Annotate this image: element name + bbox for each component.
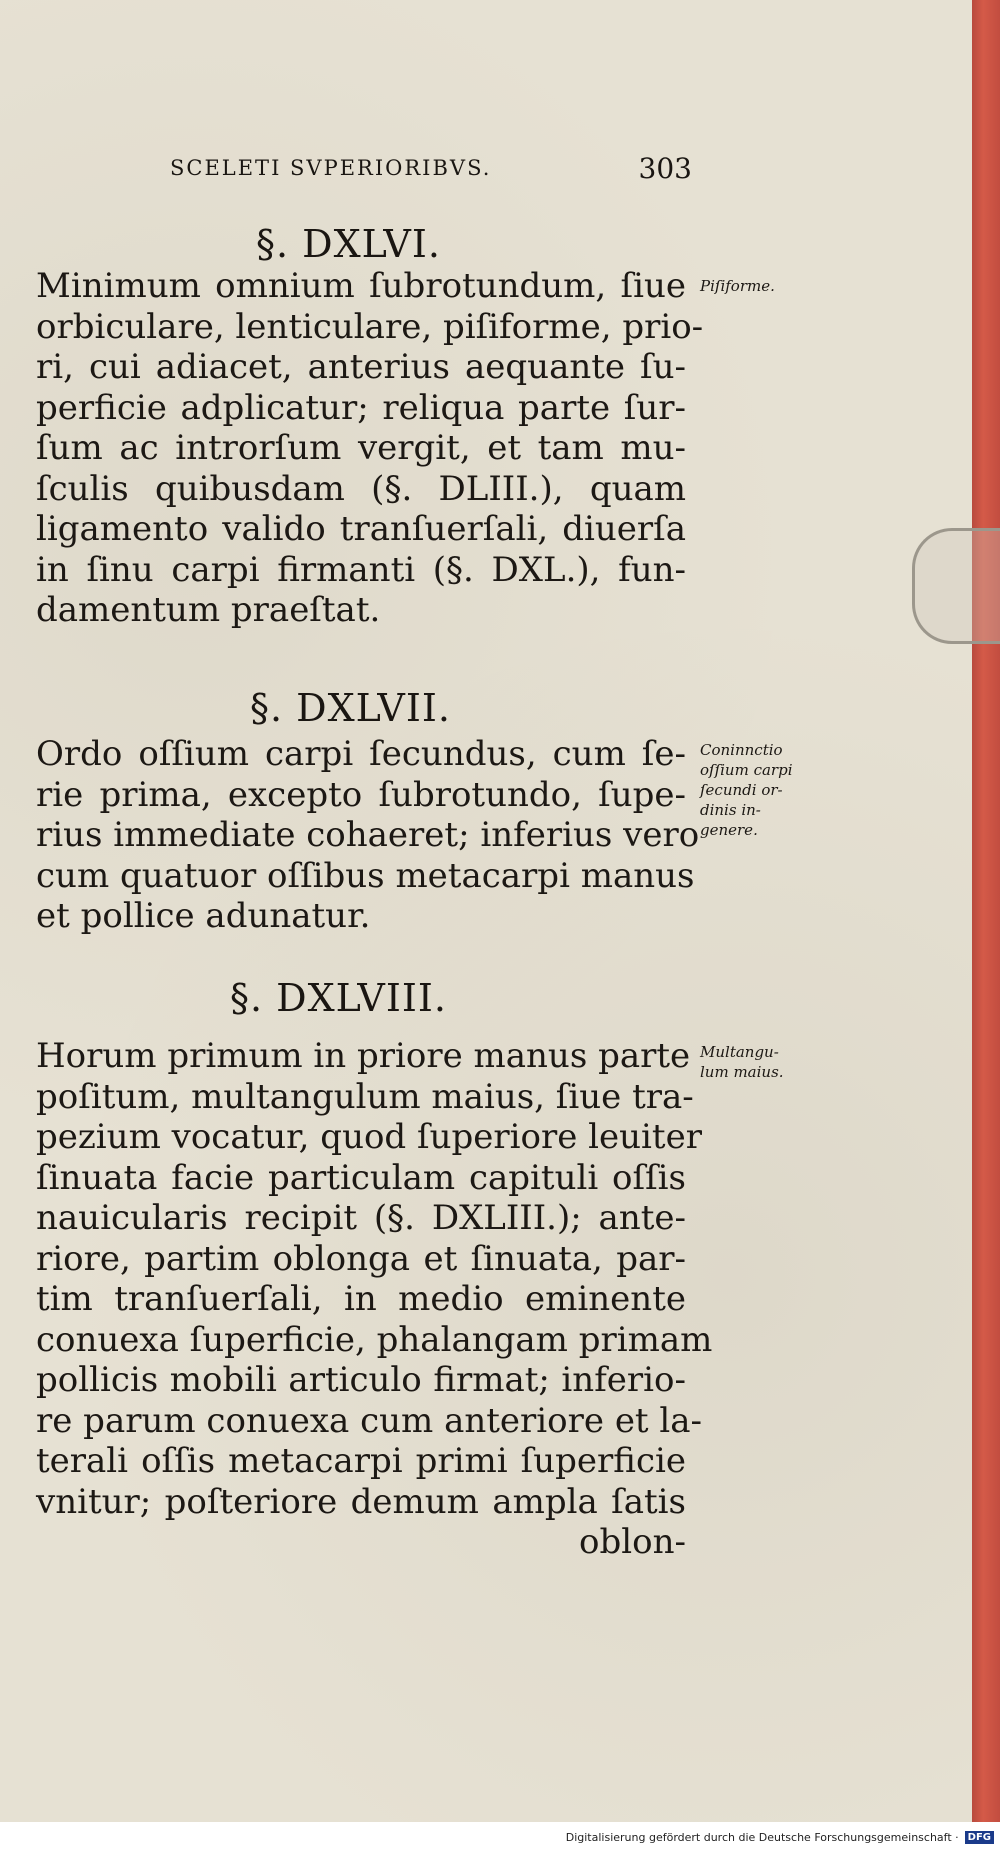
text-line: Minimum omnium ſubrotundum, ſiue bbox=[36, 266, 686, 306]
margin-note-line: ſecundi or- bbox=[700, 781, 783, 799]
margin-note-line: lum maius. bbox=[700, 1063, 784, 1081]
dfg-logo: DFG bbox=[965, 1831, 994, 1844]
text-line: ligamento valido tranſuerſali, diuerſa bbox=[36, 509, 686, 549]
text-line: Ordo oſſium carpi ſecundus, cum ſe- bbox=[36, 734, 686, 774]
footer-text: Digitalisierung gefördert durch die Deutsche Forschungsgemeinschaft · bbox=[565, 1831, 959, 1844]
text-line: damentum praeſtat. bbox=[36, 590, 381, 630]
section-text bbox=[36, 1036, 713, 1563]
text-line: tim tranſuerſali, in medio eminente bbox=[36, 1279, 686, 1319]
text-line: ſum ac introrſum vergit, et tam mu- bbox=[36, 428, 686, 468]
running-head bbox=[170, 152, 692, 185]
margin-note-line: Piſiforme. bbox=[700, 277, 775, 295]
text-line: et pollice adunatur. bbox=[36, 896, 371, 936]
text-line: rius immediate cohaeret; inferius vero bbox=[36, 815, 700, 855]
text-line: ri, cui adiacet, anterius aequante ſu- bbox=[36, 347, 686, 387]
text-line: pollicis mobili articulo firmat; inferio- bbox=[36, 1360, 686, 1400]
section-heading: §. DXLVIII. bbox=[230, 976, 447, 1020]
margin-note bbox=[700, 276, 830, 296]
page-clip bbox=[912, 528, 1000, 644]
margin-note-line: genere. bbox=[700, 821, 758, 839]
catchword: oblon- bbox=[579, 1522, 686, 1562]
margin-note bbox=[700, 1042, 830, 1082]
text-line: riore, partim oblonga et ſinuata, par- bbox=[36, 1238, 686, 1279]
page-number: 303 bbox=[638, 152, 692, 185]
text-line: conuexa ſuperficie, phalangam primam bbox=[36, 1319, 713, 1360]
text-line: ſculis quibusdam (§. DLIII.), quam bbox=[36, 468, 686, 509]
text-line: poſitum, multangulum maius, ſiue tra- bbox=[36, 1076, 694, 1117]
text-line: rie prima, excepto ſubrotundo, ſupe- bbox=[36, 774, 686, 815]
text-line: ſinuata facie particulam capituli oſſis bbox=[36, 1157, 686, 1198]
digitization-footer bbox=[0, 1822, 1000, 1853]
margin-note-line: dinis in- bbox=[700, 801, 761, 819]
text-line: re parum conuexa cum anteriore et la- bbox=[36, 1400, 703, 1441]
text-line: in ſinu carpi firmanti (§. DXL.), fun- bbox=[36, 549, 686, 590]
margin-note-line: Multangu- bbox=[700, 1043, 779, 1061]
text-line: pezium vocatur, quod ſuperiore leuiter bbox=[36, 1117, 702, 1157]
section-text bbox=[36, 734, 700, 937]
section-heading: §. DXLVII. bbox=[250, 686, 451, 730]
section-heading: §. DXLVI. bbox=[256, 222, 441, 266]
text-line: cum quatuor oſſibus metacarpi manus bbox=[36, 855, 695, 896]
text-line: nauicularis recipit (§. DXLIII.); ante- bbox=[36, 1198, 686, 1238]
margin-note-line: Coninnctio bbox=[700, 741, 783, 759]
text-line: vnitur; poſteriore demum ampla ſatis bbox=[36, 1481, 686, 1522]
margin-note bbox=[700, 740, 830, 840]
section-text bbox=[36, 266, 704, 631]
page-edge bbox=[972, 0, 1000, 1822]
running-head-title: SCELETI SVPERIORIBVS. bbox=[170, 156, 492, 180]
text-line: perficie adplicatur; reliqua parte ſur- bbox=[36, 387, 686, 428]
text-line: Horum primum in priore manus parte bbox=[36, 1036, 691, 1076]
margin-note-line: oſſium carpi bbox=[700, 761, 793, 779]
text-line: terali oſſis metacarpi primi ſuperficie bbox=[36, 1441, 686, 1481]
text-line: orbiculare, lenticulare, piſiforme, prio- bbox=[36, 306, 704, 347]
